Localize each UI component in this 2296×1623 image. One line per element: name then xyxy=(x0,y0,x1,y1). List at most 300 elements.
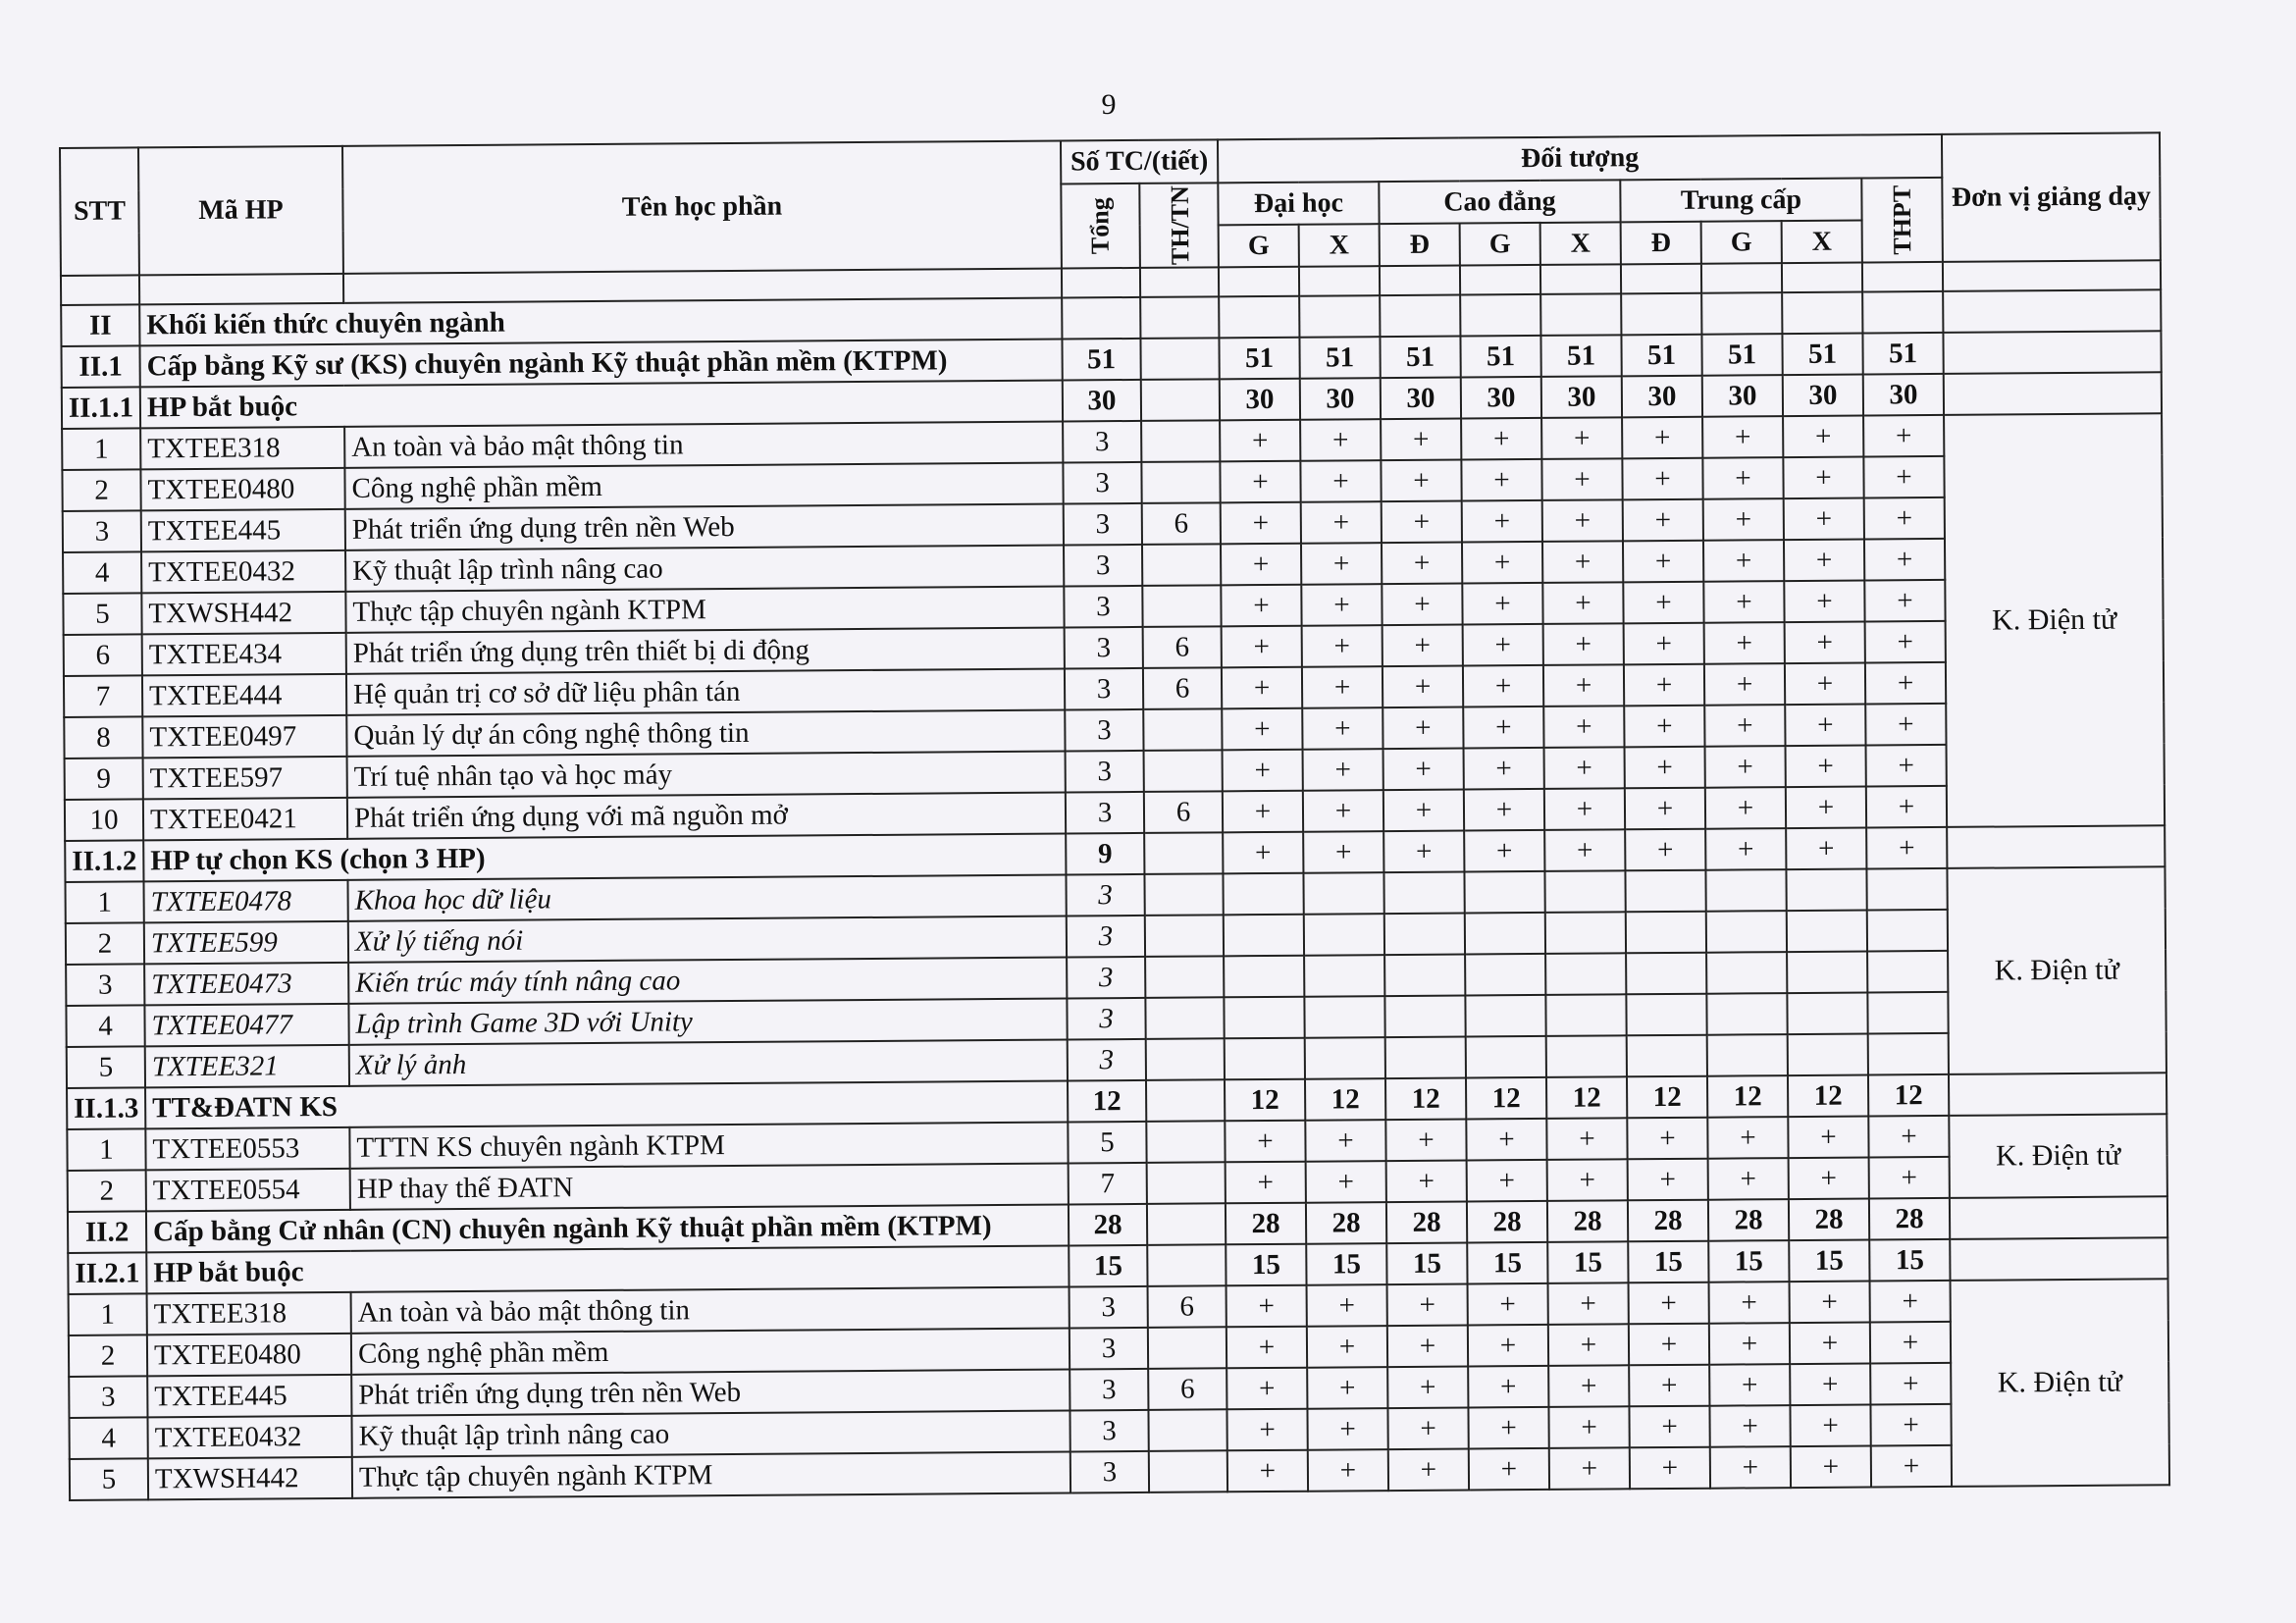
course-code: TXTEE0432 xyxy=(141,550,345,594)
row-target-value: + xyxy=(1307,1367,1387,1409)
course-code: TXTEE445 xyxy=(141,509,345,552)
row-target-value: + xyxy=(1709,1323,1790,1365)
row-target-value: + xyxy=(1783,457,1863,499)
row-target-value: 30 xyxy=(1381,378,1461,420)
section-label: HP tự chọn KS (chọn 3 HP) xyxy=(143,833,1066,881)
row-target-value: + xyxy=(1468,1283,1548,1326)
row-target-value: 51 xyxy=(1701,334,1782,376)
teaching-unit: K. Điện tử xyxy=(1951,1279,2170,1487)
row-stt: 3 xyxy=(69,1376,147,1418)
row-credits-total: 12 xyxy=(1068,1080,1146,1123)
row-target-value: + xyxy=(1543,623,1624,665)
row-target-value: + xyxy=(1624,664,1704,707)
course-code: TXTEE0473 xyxy=(144,963,348,1006)
row-target-value xyxy=(1384,914,1465,956)
empty-cell xyxy=(1949,1073,2166,1116)
header-th-tn xyxy=(1139,183,1219,268)
row-credits-lab xyxy=(1147,1162,1226,1204)
row-target-value: + xyxy=(1864,497,1945,540)
row-credits-total: 9 xyxy=(1066,833,1144,875)
course-name: Công nghệ phần mềm xyxy=(351,1328,1070,1374)
row-credits-lab xyxy=(1141,420,1220,462)
row-target-value: + xyxy=(1704,663,1785,706)
row-credits-lab xyxy=(1146,1079,1225,1122)
row-target-value: 15 xyxy=(1869,1239,1950,1282)
row-target-value: + xyxy=(1223,832,1303,874)
row-target-value: + xyxy=(1704,622,1785,664)
row-credits-lab: 6 xyxy=(1143,667,1222,709)
row-target-value: 28 xyxy=(1467,1201,1547,1243)
header-subcol: Đ xyxy=(1621,222,1701,265)
row-credits-total: 3 xyxy=(1067,957,1145,999)
row-target-value: + xyxy=(1705,828,1786,870)
row-target-value: + xyxy=(1383,666,1463,708)
section-label: Cấp bằng Cử nhân (CN) chuyên ngành Kỹ thuật phần mềm (KTPM) xyxy=(146,1204,1069,1252)
row-target-value: 51 xyxy=(1299,337,1380,379)
row-target-value: + xyxy=(1468,1407,1548,1449)
row-target-value xyxy=(1304,996,1384,1038)
row-target-value: + xyxy=(1303,749,1383,791)
row-target-value: + xyxy=(1541,458,1622,500)
row-target-value: + xyxy=(1382,543,1462,585)
row-target-value: + xyxy=(1223,750,1303,792)
row-target-value: + xyxy=(1703,498,1784,541)
course-name: Xử lý ảnh xyxy=(349,1039,1068,1085)
course-name: Xử lý tiếng nói xyxy=(348,916,1067,962)
row-stt: 2 xyxy=(69,1335,147,1377)
row-target-value: 15 xyxy=(1547,1241,1628,1283)
section-label: Khối kiến thức chuyên ngành xyxy=(139,298,1062,346)
row-credits-lab xyxy=(1145,956,1224,998)
row-target-value: + xyxy=(1462,583,1542,625)
row-stt: 7 xyxy=(64,675,142,717)
course-name: Phát triển ứng dụng trên nền Web xyxy=(351,1369,1070,1415)
row-stt: 3 xyxy=(66,964,144,1006)
row-target-value: + xyxy=(1222,626,1302,668)
row-stt: II.1 xyxy=(61,345,139,388)
empty-cell xyxy=(1943,331,2161,374)
row-stt: 1 xyxy=(65,881,143,923)
row-target-value: 15 xyxy=(1386,1243,1467,1285)
row-credits-total: 3 xyxy=(1064,503,1142,546)
row-target-value: + xyxy=(1307,1284,1387,1327)
empty-cell xyxy=(1701,263,1782,293)
row-credits-lab xyxy=(1148,1327,1226,1369)
row-stt: 3 xyxy=(63,510,141,552)
row-target-value: + xyxy=(1468,1366,1548,1408)
section-label: TT&ĐATN KS xyxy=(145,1080,1068,1128)
row-stt: II xyxy=(61,304,139,346)
row-target-value xyxy=(1705,869,1786,912)
row-target-value xyxy=(1626,953,1706,995)
row-target-value: + xyxy=(1302,625,1383,667)
row-target-value: 15 xyxy=(1789,1240,1869,1283)
row-target-value: 30 xyxy=(1863,374,1944,416)
row-target-value: + xyxy=(1543,664,1624,707)
course-code: TXTEE434 xyxy=(142,633,346,676)
row-target-value: + xyxy=(1300,460,1381,502)
header-thpt xyxy=(1861,178,1943,263)
row-stt: II.2.1 xyxy=(68,1252,146,1294)
header-th-tn-text: TH/TN xyxy=(1165,185,1195,266)
row-target-value: + xyxy=(1702,416,1783,458)
row-credits-total: 3 xyxy=(1070,1410,1148,1452)
row-target-value: + xyxy=(1628,1159,1708,1201)
empty-cell xyxy=(61,275,139,305)
row-target-value: + xyxy=(1705,787,1786,829)
course-name: Lập trình Game 3D với Unity xyxy=(348,998,1067,1044)
empty-cell xyxy=(1062,268,1140,298)
row-credits-lab xyxy=(1140,338,1219,380)
row-credits-lab: 6 xyxy=(1148,1368,1226,1410)
empty-cell xyxy=(1782,263,1862,293)
row-target-value: + xyxy=(1462,500,1542,543)
header-doi-tuong: Đối tượng xyxy=(1218,134,1942,183)
row-target-value xyxy=(1701,292,1782,335)
course-name: Trí tuệ nhân tạo và học máy xyxy=(347,751,1066,797)
row-target-value: + xyxy=(1302,666,1383,708)
row-target-value xyxy=(1385,1037,1466,1079)
course-name: Công nghệ phần mềm xyxy=(344,463,1063,509)
row-target-value: + xyxy=(1704,705,1785,747)
row-target-value xyxy=(1540,293,1621,336)
row-target-value: + xyxy=(1220,461,1300,503)
row-target-value: 28 xyxy=(1547,1200,1628,1242)
row-target-value xyxy=(1383,872,1464,915)
row-target-value: + xyxy=(1785,622,1865,664)
row-credits-lab xyxy=(1145,915,1224,957)
header-stt: STT xyxy=(60,147,139,276)
row-target-value: 12 xyxy=(1788,1075,1868,1118)
row-target-value xyxy=(1304,955,1384,997)
row-target-value: + xyxy=(1301,584,1382,626)
course-code: TXTEE0478 xyxy=(143,880,347,923)
row-target-value: + xyxy=(1627,1118,1707,1160)
row-target-value: + xyxy=(1785,705,1865,747)
empty-cell xyxy=(1380,266,1460,296)
row-target-value: + xyxy=(1548,1365,1629,1407)
row-target-value xyxy=(1384,996,1465,1038)
row-target-value xyxy=(1304,914,1384,956)
row-credits-total: 3 xyxy=(1063,462,1141,504)
row-target-value: + xyxy=(1789,1158,1869,1200)
row-target-value: + xyxy=(1548,1324,1629,1366)
row-target-value: + xyxy=(1629,1406,1709,1448)
row-credits-total: 3 xyxy=(1066,751,1144,793)
row-target-value: 51 xyxy=(1782,334,1862,376)
row-target-value: + xyxy=(1544,788,1625,830)
course-code: TXTEE0432 xyxy=(147,1416,351,1459)
row-target-value: + xyxy=(1542,499,1623,542)
row-target-value: + xyxy=(1629,1324,1709,1366)
row-target-value: 51 xyxy=(1460,336,1540,378)
row-target-value: + xyxy=(1786,787,1866,829)
row-stt: 6 xyxy=(64,634,142,676)
row-stt: 2 xyxy=(62,469,140,511)
row-target-value xyxy=(1867,910,1948,952)
header-subcol: X xyxy=(1540,222,1621,265)
row-target-value: + xyxy=(1464,748,1544,790)
row-target-value xyxy=(1706,952,1787,994)
row-target-value: + xyxy=(1226,1327,1307,1369)
row-target-value: + xyxy=(1464,789,1544,831)
row-target-value xyxy=(1544,870,1625,913)
row-credits-total: 3 xyxy=(1070,1369,1148,1411)
row-target-value: + xyxy=(1548,1406,1629,1448)
teaching-unit: K. Điện tử xyxy=(1947,866,2166,1074)
course-code: TXTEE597 xyxy=(143,757,347,800)
course-name: Phát triển ứng dụng trên nền Web xyxy=(345,504,1064,550)
row-credits-lab xyxy=(1146,1038,1225,1080)
empty-cell xyxy=(1950,1237,2167,1281)
row-credits-lab xyxy=(1142,585,1221,627)
course-name: Kiến trúc máy tính nâng cao xyxy=(348,957,1067,1003)
empty-cell xyxy=(1943,260,2161,291)
row-target-value: + xyxy=(1388,1449,1469,1492)
row-target-value: + xyxy=(1703,581,1784,623)
course-name: An toàn và bảo mật thông tin xyxy=(344,422,1063,468)
row-stt: 4 xyxy=(69,1417,147,1459)
row-target-value: + xyxy=(1463,665,1543,707)
table-body xyxy=(61,260,2169,1500)
course-code: TXTEE599 xyxy=(144,921,348,965)
row-stt: II.1.1 xyxy=(62,387,140,429)
row-credits-lab xyxy=(1142,544,1221,586)
course-name: Phát triển ứng dụng trên thiết bị di động xyxy=(346,628,1065,674)
row-target-value: 30 xyxy=(1300,378,1381,420)
course-name: Phát triển ứng dụng với mã nguồn mở xyxy=(347,792,1066,838)
row-target-value: + xyxy=(1622,458,1702,500)
row-target-value: + xyxy=(1622,417,1702,459)
row-target-value: + xyxy=(1791,1445,1871,1488)
empty-cell xyxy=(139,274,343,305)
header-don-vi-text: Đơn vị giảng dạy xyxy=(1951,181,2152,214)
header-ma-hp: Mã HP xyxy=(138,146,343,276)
row-credits-lab xyxy=(1149,1450,1227,1492)
row-target-value: + xyxy=(1866,745,1947,787)
row-target-value xyxy=(1786,869,1866,912)
row-target-value: + xyxy=(1784,581,1864,623)
row-credits-total: 3 xyxy=(1064,586,1142,628)
row-target-value: 15 xyxy=(1708,1240,1789,1283)
row-target-value: + xyxy=(1790,1364,1870,1406)
row-target-value: + xyxy=(1302,707,1383,750)
row-target-value: + xyxy=(1623,541,1703,583)
row-stt: 2 xyxy=(66,922,144,965)
row-stt: 5 xyxy=(63,593,141,635)
row-target-value: + xyxy=(1225,1121,1305,1163)
row-target-value: + xyxy=(1307,1326,1387,1368)
row-target-value: 51 xyxy=(1380,337,1460,379)
row-target-value: + xyxy=(1467,1160,1547,1202)
row-target-value xyxy=(1788,1034,1868,1076)
row-target-value: + xyxy=(1226,1162,1306,1204)
row-target-value xyxy=(1787,911,1867,953)
row-target-value: + xyxy=(1383,831,1464,873)
header-subcol: G xyxy=(1219,225,1299,268)
empty-cell xyxy=(1540,264,1621,294)
row-target-value: + xyxy=(1221,544,1301,586)
row-target-value: + xyxy=(1463,624,1543,666)
row-credits-total: 51 xyxy=(1062,339,1140,381)
row-target-value xyxy=(1465,913,1545,955)
header-subcol: G xyxy=(1701,221,1782,264)
row-target-value xyxy=(1466,1036,1546,1078)
row-target-value: + xyxy=(1461,459,1541,501)
course-name: TTTN KS chuyên ngành KTPM xyxy=(349,1122,1068,1168)
header-tong xyxy=(1061,183,1140,269)
row-credits-total: 3 xyxy=(1068,1039,1146,1081)
row-target-value xyxy=(1627,1035,1707,1077)
row-target-value: + xyxy=(1709,1282,1790,1324)
row-target-value: + xyxy=(1548,1283,1629,1325)
course-name: Hệ quản trị cơ sở dữ liệu phân tán xyxy=(346,669,1065,715)
row-target-value: + xyxy=(1785,663,1865,706)
row-target-value: + xyxy=(1864,580,1945,622)
row-credits-lab xyxy=(1146,1121,1225,1163)
course-code: TXTEE445 xyxy=(147,1375,351,1418)
row-target-value: + xyxy=(1226,1409,1307,1451)
row-credits-lab xyxy=(1144,832,1223,874)
row-stt: 1 xyxy=(67,1128,145,1171)
row-target-value: + xyxy=(1786,746,1866,788)
header-subcol: Đ xyxy=(1380,224,1460,267)
row-target-value: 12 xyxy=(1385,1078,1466,1121)
course-name: An toàn và bảo mật thông tin xyxy=(351,1286,1070,1333)
row-target-value: + xyxy=(1220,420,1300,462)
row-target-value: 28 xyxy=(1226,1203,1306,1245)
row-target-value xyxy=(1621,293,1701,336)
row-target-value: + xyxy=(1301,543,1382,585)
section-label: HP bắt buộc xyxy=(146,1245,1069,1293)
row-target-value: + xyxy=(1383,790,1464,832)
row-stt: 1 xyxy=(69,1293,147,1335)
empty-cell xyxy=(1219,267,1299,297)
row-target-value xyxy=(1867,992,1948,1034)
row-stt: 5 xyxy=(70,1458,148,1500)
row-target-value: + xyxy=(1221,585,1301,627)
row-target-value: 12 xyxy=(1627,1076,1707,1119)
row-target-value: 30 xyxy=(1541,376,1622,418)
row-stt: 5 xyxy=(67,1046,145,1088)
row-target-value: + xyxy=(1382,584,1462,626)
row-target-value xyxy=(1545,912,1626,954)
row-credits-lab xyxy=(1140,296,1219,339)
row-target-value: + xyxy=(1863,415,1944,457)
course-name: HP thay thế ĐATN xyxy=(350,1163,1069,1209)
row-target-value: + xyxy=(1790,1404,1870,1446)
row-target-value xyxy=(1545,994,1626,1036)
row-target-value: + xyxy=(1381,419,1461,461)
row-target-value: + xyxy=(1870,1363,1951,1405)
row-target-value: 15 xyxy=(1306,1243,1386,1285)
header-subcol: X xyxy=(1299,224,1380,267)
row-stt: II.1.2 xyxy=(65,840,143,882)
row-target-value xyxy=(1546,1035,1627,1077)
row-target-value: + xyxy=(1226,1285,1307,1328)
row-target-value xyxy=(1223,873,1303,916)
row-target-value xyxy=(1626,912,1706,954)
row-target-value: + xyxy=(1386,1161,1467,1203)
header-dai-hoc: Đại học xyxy=(1218,182,1379,225)
row-target-value: + xyxy=(1307,1408,1387,1450)
row-target-value: + xyxy=(1544,747,1625,789)
row-target-value xyxy=(1706,993,1787,1035)
row-target-value: + xyxy=(1709,1405,1790,1447)
row-target-value: + xyxy=(1383,749,1464,791)
row-target-value xyxy=(1862,291,1943,334)
header-subcol: X xyxy=(1782,221,1862,264)
row-target-value xyxy=(1782,292,1862,335)
row-target-value: + xyxy=(1466,1119,1546,1161)
teaching-unit: K. Điện tử xyxy=(1949,1114,2167,1198)
row-stt: II.1.3 xyxy=(67,1087,145,1129)
row-target-value: + xyxy=(1703,540,1784,582)
row-target-value: 15 xyxy=(1226,1244,1306,1286)
row-target-value: 12 xyxy=(1466,1077,1546,1120)
header-cao-dang: Cao đẳng xyxy=(1379,180,1620,224)
empty-cell xyxy=(1460,265,1540,295)
section-label: HP bắt buộc xyxy=(140,381,1063,429)
row-target-value: + xyxy=(1702,457,1783,499)
row-target-value: + xyxy=(1463,707,1543,749)
row-target-value: + xyxy=(1786,828,1866,870)
course-code: TXWSH442 xyxy=(148,1457,352,1500)
course-code: TXTEE0554 xyxy=(146,1169,350,1212)
row-target-value: + xyxy=(1790,1282,1870,1324)
row-stt: 4 xyxy=(63,551,141,594)
row-target-value: + xyxy=(1710,1446,1791,1489)
row-target-value: + xyxy=(1788,1117,1868,1159)
row-target-value: + xyxy=(1387,1408,1468,1450)
row-target-value: + xyxy=(1863,456,1944,498)
row-target-value: + xyxy=(1541,417,1622,459)
row-target-value xyxy=(1224,997,1304,1039)
row-stt: 4 xyxy=(66,1005,144,1047)
course-name: Quản lý dự án công nghệ thông tin xyxy=(346,710,1065,757)
row-target-value: + xyxy=(1382,501,1462,544)
row-target-value xyxy=(1867,951,1948,993)
row-target-value: + xyxy=(1544,829,1625,871)
row-target-value: + xyxy=(1625,788,1705,830)
row-stt: 8 xyxy=(64,716,142,759)
row-target-value: + xyxy=(1221,502,1301,545)
row-target-value: + xyxy=(1462,542,1542,584)
row-target-value xyxy=(1224,956,1304,998)
row-target-value xyxy=(1866,868,1947,911)
row-target-value: 30 xyxy=(1220,379,1300,421)
row-credits-lab xyxy=(1147,1203,1226,1245)
section-label: Cấp bằng Kỹ sư (KS) chuyên ngành Kỹ thuật phần mềm (KTPM) xyxy=(139,340,1062,388)
row-target-value: + xyxy=(1784,498,1864,541)
course-code: TXTEE321 xyxy=(145,1045,349,1088)
row-target-value: 28 xyxy=(1789,1199,1869,1241)
table-header xyxy=(60,132,2161,276)
row-credits-total: 3 xyxy=(1070,1286,1148,1329)
row-credits-total: 3 xyxy=(1065,668,1143,710)
row-target-value: 28 xyxy=(1869,1198,1950,1240)
row-target-value: + xyxy=(1790,1323,1870,1365)
row-target-value: + xyxy=(1625,747,1705,789)
row-target-value: + xyxy=(1303,831,1383,873)
header-thpt-text: THPT xyxy=(1887,184,1916,255)
row-target-value xyxy=(1303,872,1383,915)
row-target-value xyxy=(1787,952,1867,994)
row-target-value: + xyxy=(1623,582,1703,624)
row-target-value: + xyxy=(1546,1118,1627,1160)
row-stt: 9 xyxy=(65,758,143,800)
row-target-value xyxy=(1384,955,1465,997)
